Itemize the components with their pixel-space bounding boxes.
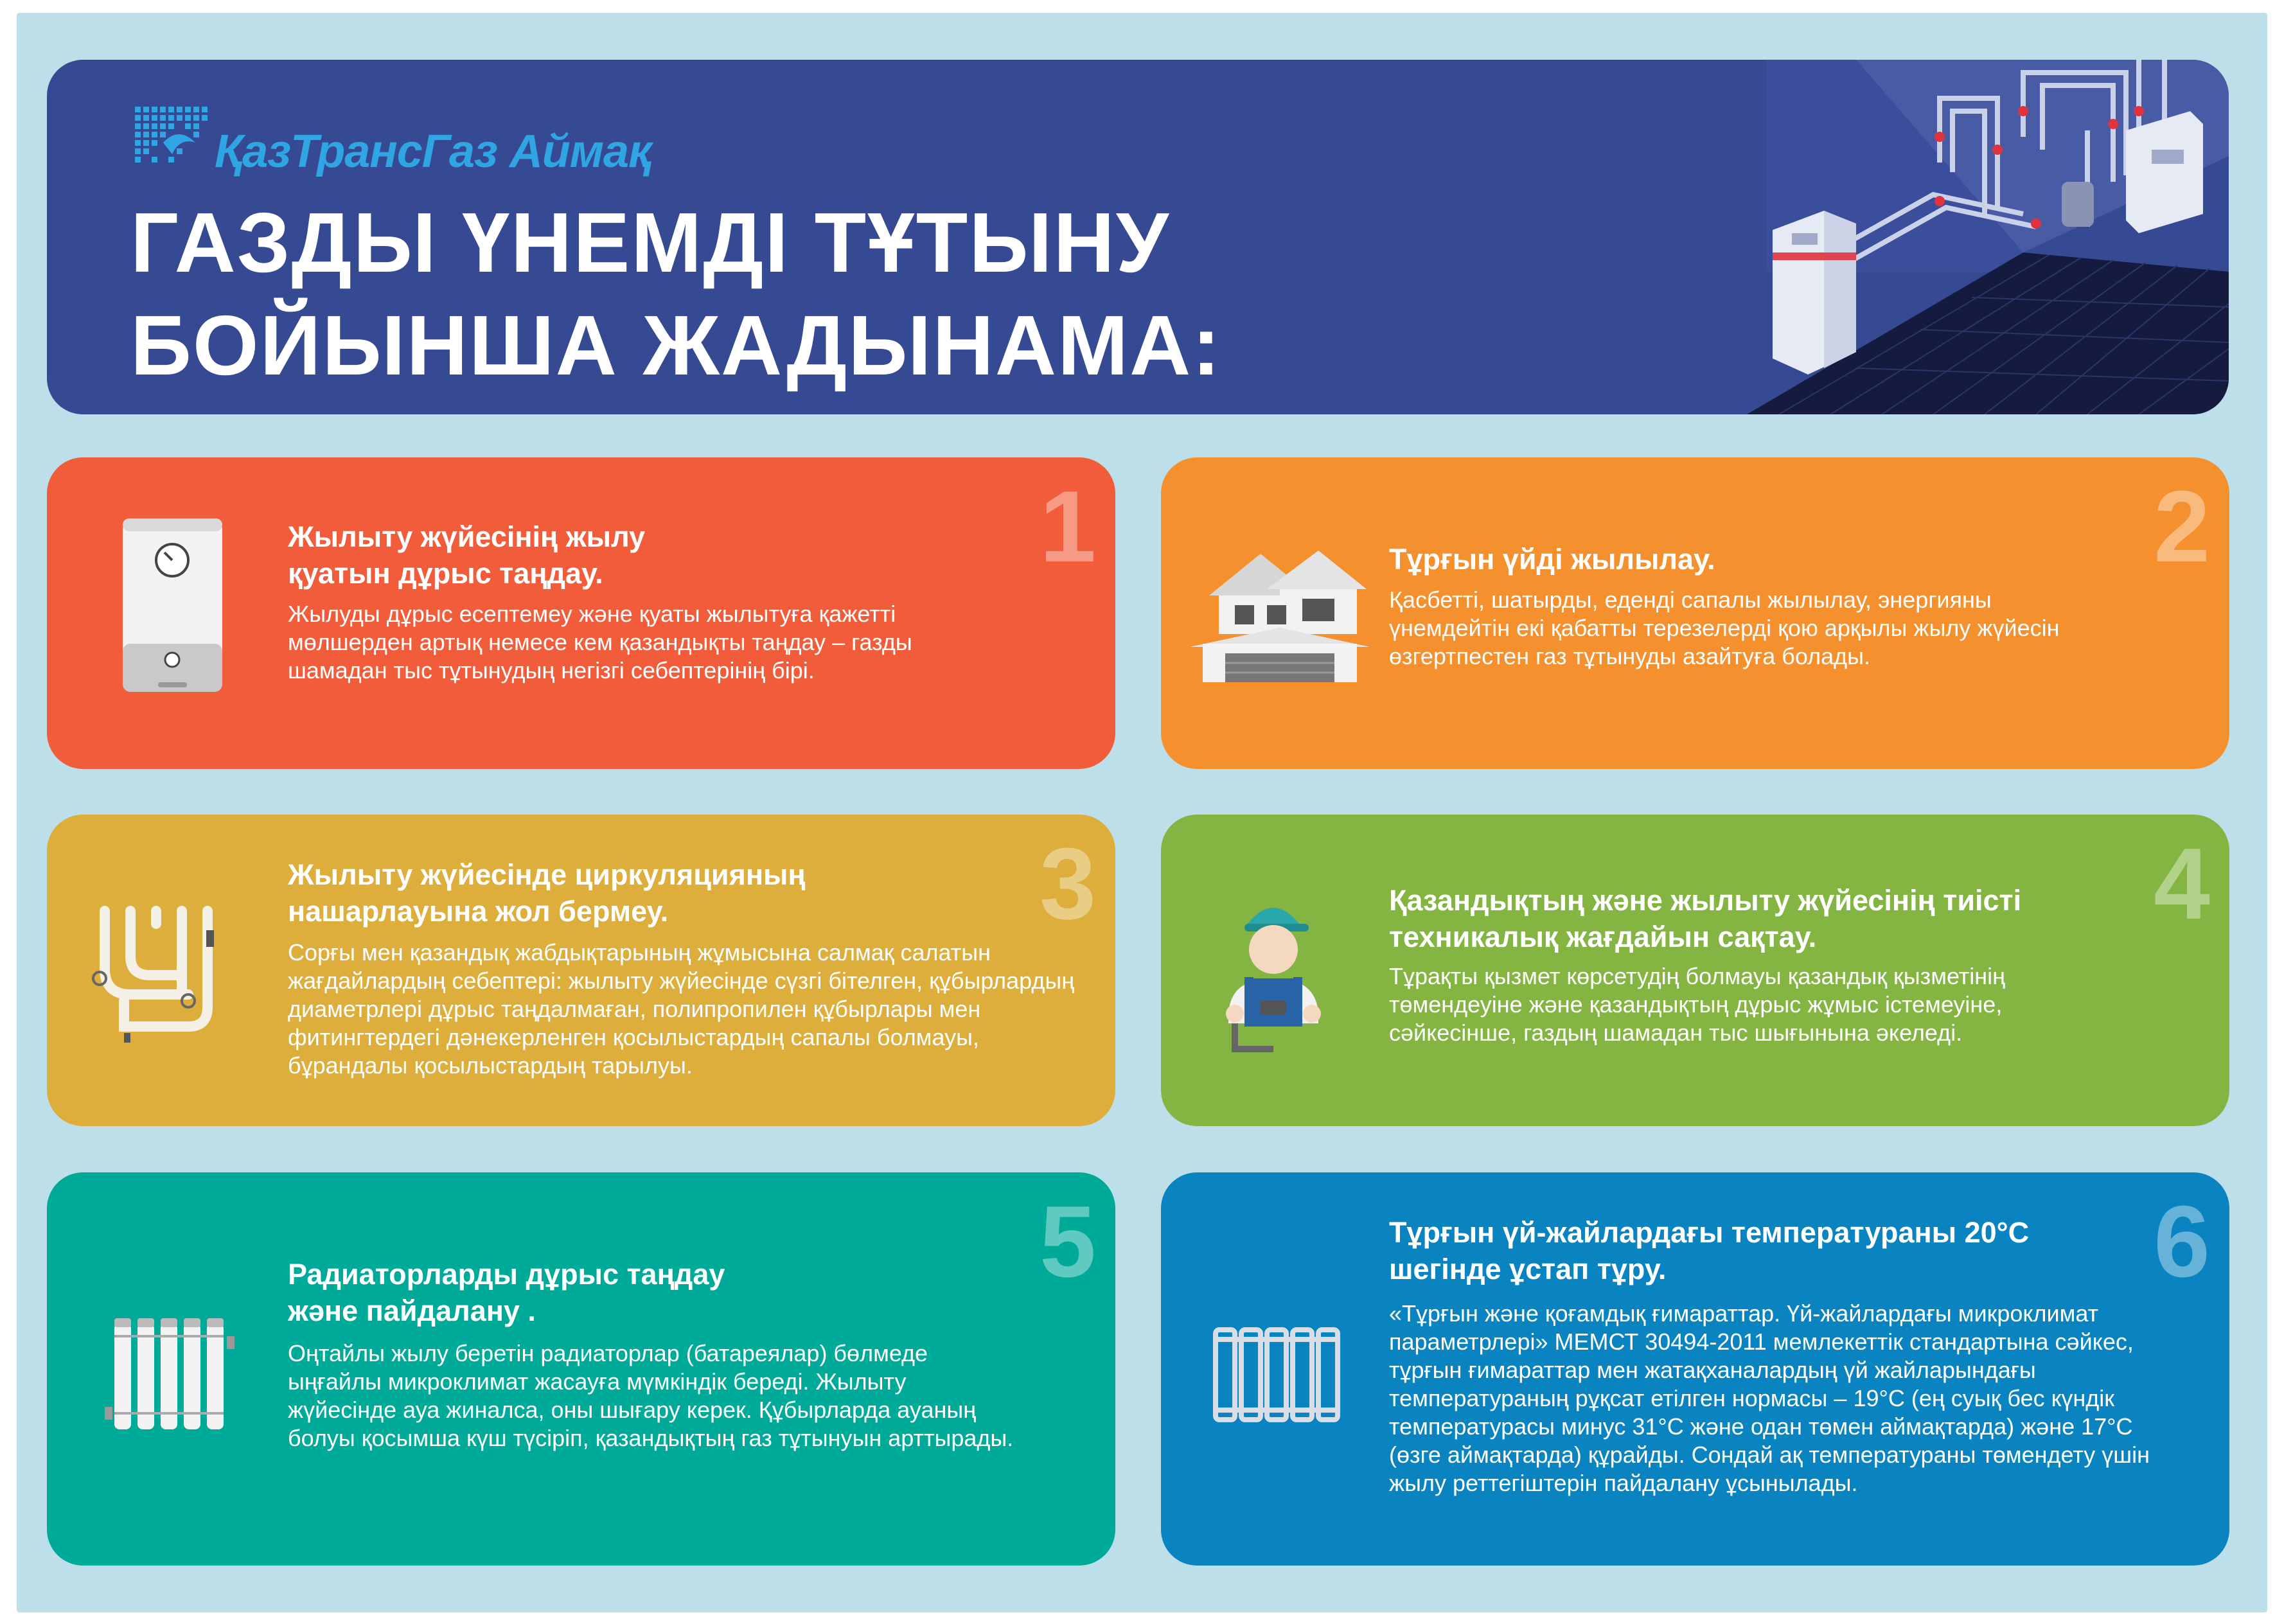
tip-text: Қасбетті, шатырды, еденді сапалы жылылау, энергияны үнемдейтін екі қабатты терезелерді қою арқылы жылу жүйесін өзгертпестен газ тұтынуды азайтуға болады. [1389, 587, 2060, 669]
tip-card-2 [1161, 457, 2229, 769]
tip-text: Тұрақты қызмет көрсетудің болмауы қазандық қызметінің төмендеуіне және қазандықтың дұрыс жұмыс істемеуіне, сәйкесінше, газдың шамадан тыс шығынына әкеледі. [1389, 963, 2006, 1046]
radiator-icon [1209, 1320, 1344, 1426]
tip-text: Оңтайлы жылу беретін радиаторлар (батареялар) бөлмеде ыңғайлы микроклимат жасауға мүмкіндік береді. Жылыту жүйесінде ауа жиналса, оны шығару керек. Құбырларда ауаның болуы қосымша күш түсіріп, қазандықтың газ тұтынуын арттырады. [288, 1340, 1014, 1451]
house-icon [1190, 538, 1370, 685]
plumber-icon [1209, 895, 1338, 1055]
tip-heading: Радиаторларды дұрыс таңдау және пайдалану . [288, 1258, 725, 1327]
tip-number: 5 [1040, 1185, 1096, 1298]
tip-heading: Қазандықтың және жылыту жүйесінің тиісті техникалық жағдайын сақтау. [1389, 884, 2022, 953]
pipes-icon [92, 898, 252, 1046]
tip-text: «Тұрғын және қоғамдық ғимараттар. Үй-жайлардағы микроклимат параметрлері» МЕМСТ 30494-2011 мемлекеттік стандартына сәйкес, тұрғын ғимараттар мен жатақханалардың үй жайларындағы температураның рұқсат етілген нормасы – 19°С (ең суық бес күндік температурасы минус 31°С және одан төмен аймақтарда) және 17°С (өзге аймақтарда) құрайды. Сондай ақ температураны төмендету үшін жылу реттегіштерін пайдалану ұсынылады. [1389, 1300, 2150, 1496]
tip-heading: Жылыту жүйесінің жылу қуатын дұрыс таңдау. [288, 520, 646, 590]
boiler-icon [120, 515, 226, 698]
page-title [130, 191, 1221, 397]
tip-card-1 [47, 457, 1115, 769]
tip-number: 6 [2154, 1185, 2210, 1298]
tip-text: Жылуды дұрыс есептемеу және қуаты жылытуға қажетті мөлшерден артық немесе кем қазандықты таңдау – газды шамадан тыс тұтынудың негізгі себептерінің бірі. [288, 601, 912, 684]
tip-number: 3 [1040, 827, 1096, 940]
brand-logo-icon [134, 100, 217, 177]
brand-name: ҚазТрансГаз Аймақ [215, 126, 651, 177]
header-banner [47, 60, 2229, 414]
page-title-line1: ГАЗДЫ ҮНЕМДІ ТҰТЫНУ [130, 195, 1170, 290]
boiler-room-illustration [1663, 60, 2229, 414]
page-title-line2: БОЙЫНША ЖАДЫНАМА: [130, 298, 1222, 393]
tip-number: 2 [2154, 470, 2210, 583]
tip-card-6 [1161, 1172, 2229, 1566]
tip-card-3 [47, 815, 1115, 1126]
tip-number: 1 [1040, 470, 1096, 583]
tip-heading: Тұрғын үй-жайлардағы температураны 20°С шегінде ұстап тұру. [1389, 1216, 2030, 1285]
tip-card-5 [47, 1172, 1115, 1566]
radiator-icon [105, 1311, 236, 1433]
tip-heading: Жылыту жүйесінде циркуляцияның нашарлауына жол бермеу. [288, 858, 806, 928]
tip-number: 4 [2154, 827, 2210, 940]
brand [134, 97, 651, 181]
tip-text: Сорғы мен қазандық жабдықтарының жұмысына салмақ салатын жағдайлардың себептері: жылыту жүйесінде сүзгі бітелген, құбырлардың диаметрлері дұрыс таңдалмаған, полипропилен құбырлары мен фитингтердегі дәнекерленген қосылыстардың сапалы болмауы, бұрандалы қосылыстардың тарылуы. [288, 939, 1075, 1079]
tip-heading: Тұрғын үйді жылылау. [1389, 543, 1715, 576]
tip-card-4 [1161, 815, 2229, 1126]
